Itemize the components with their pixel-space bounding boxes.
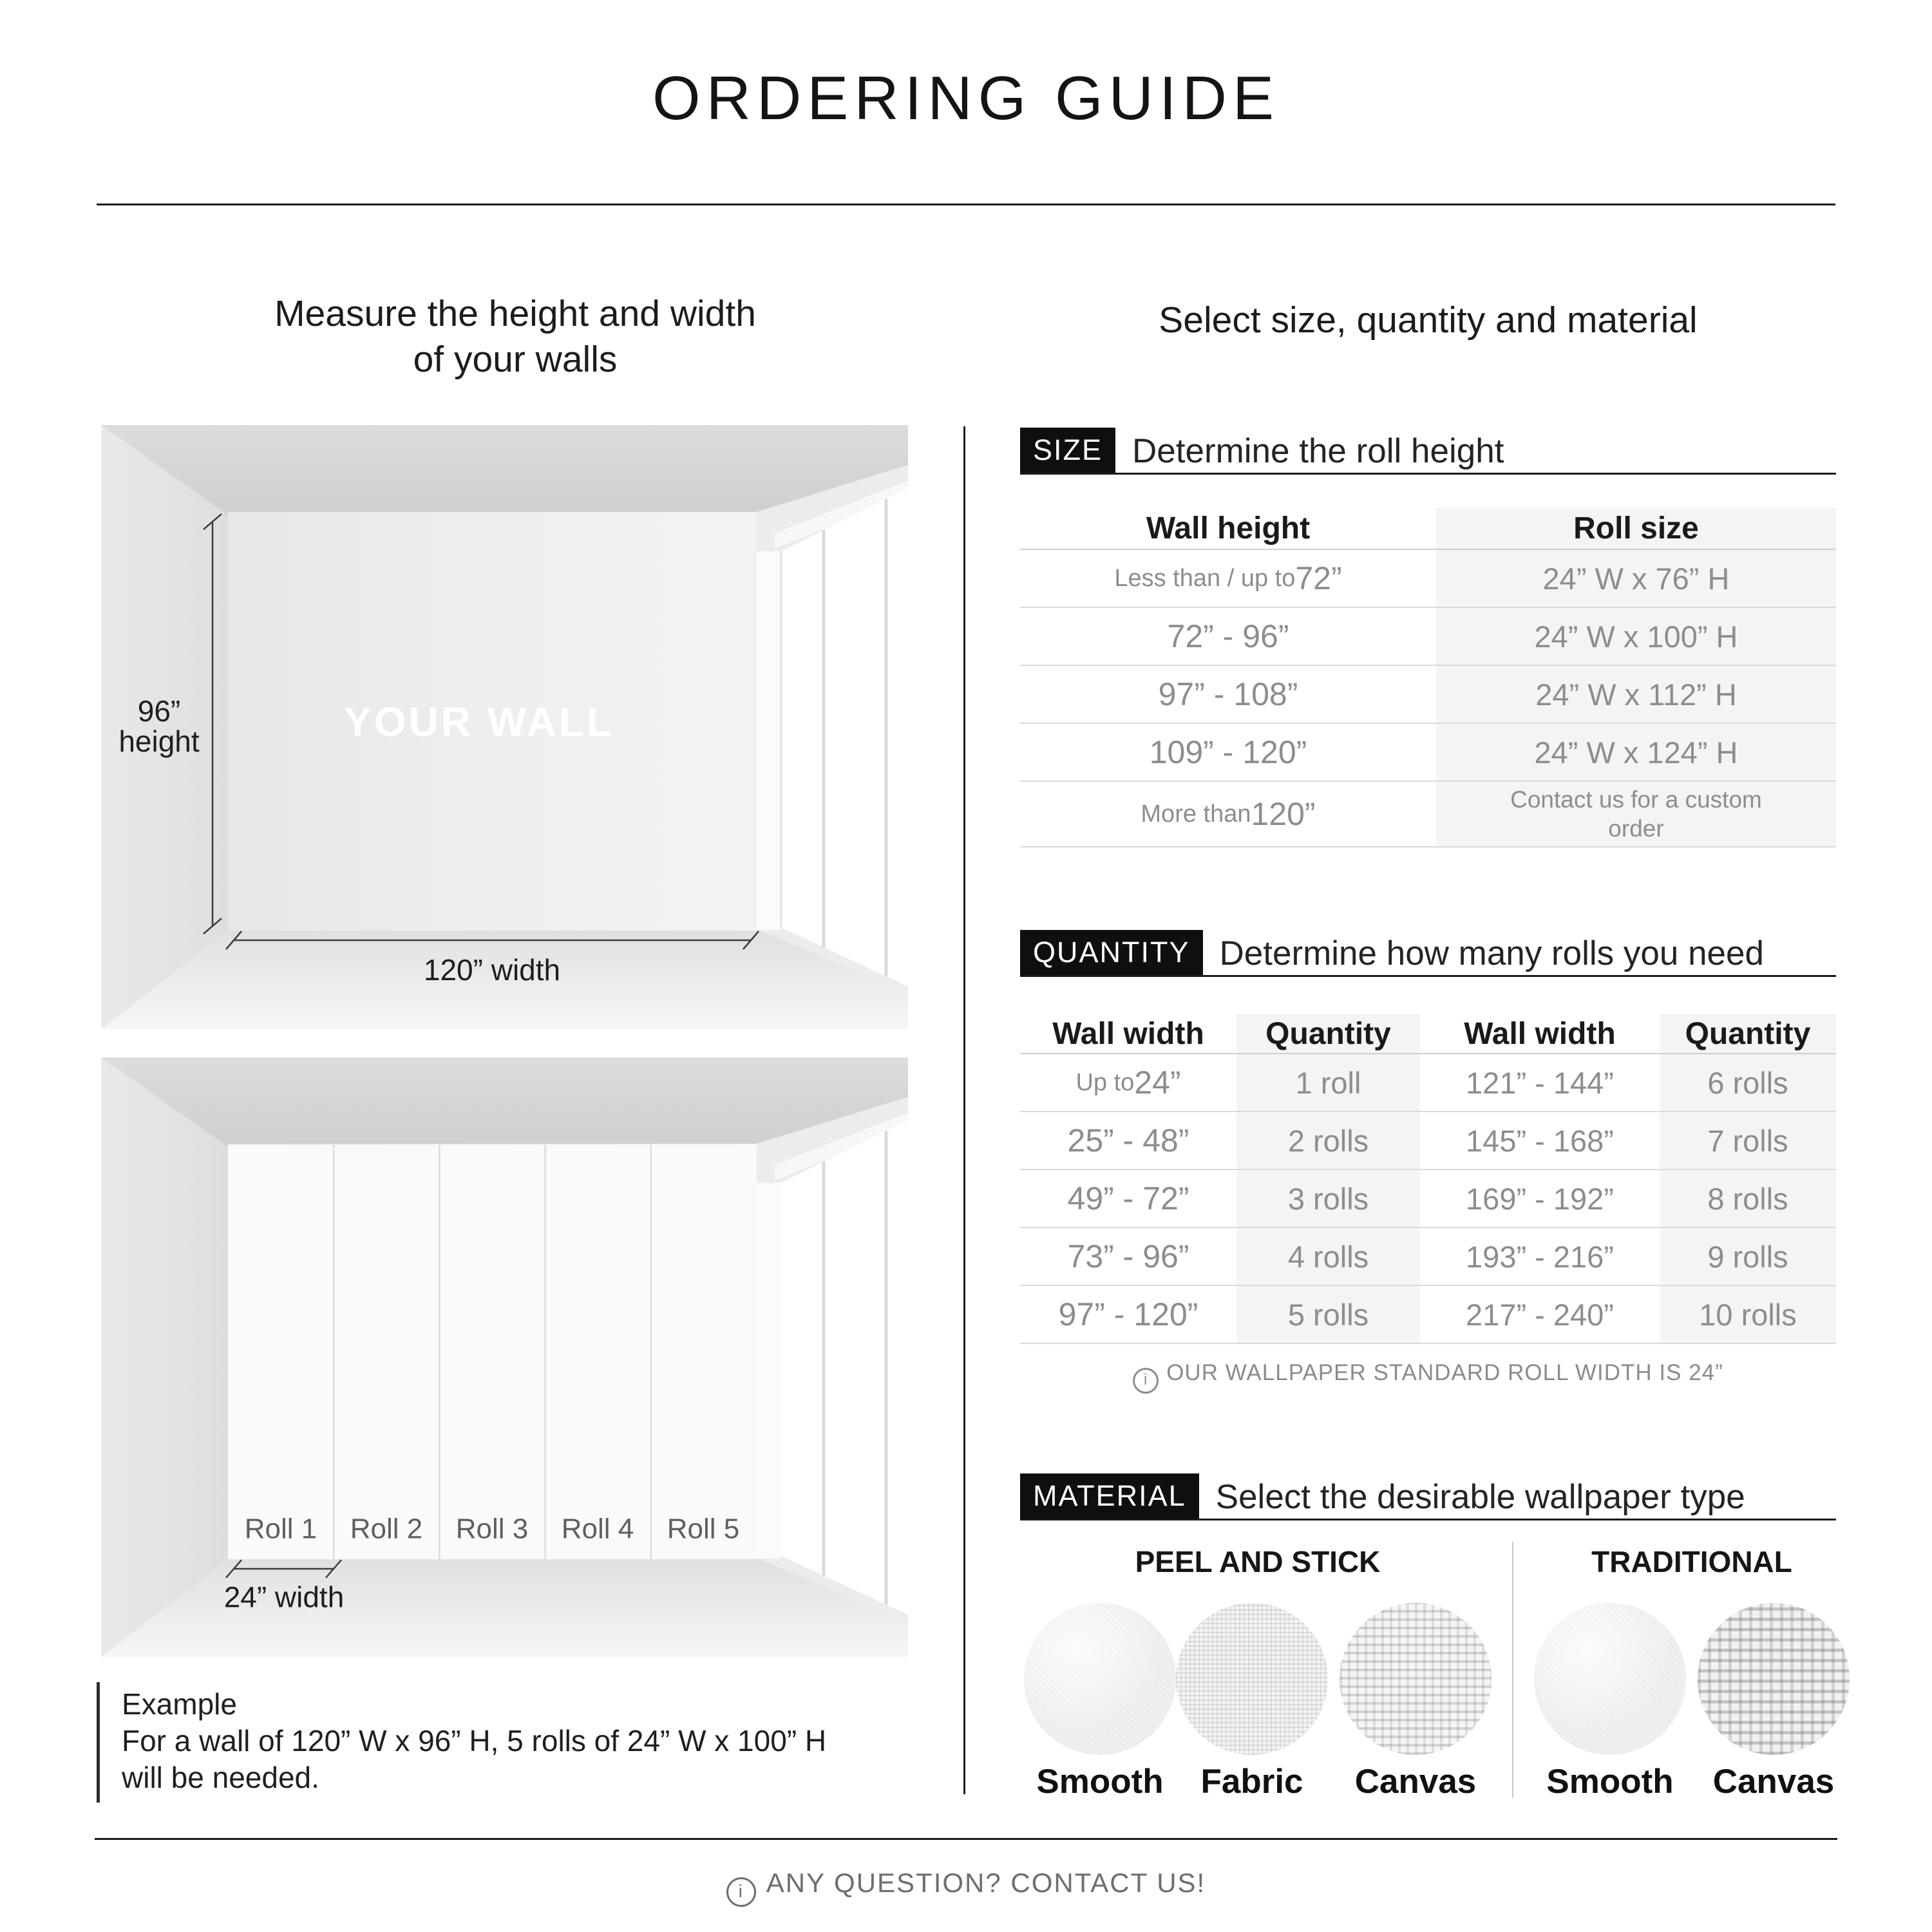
window-panes <box>781 1120 908 1615</box>
window-panes <box>781 488 908 987</box>
footer-contact-label: ANY QUESTION? CONTACT US! <box>766 1868 1206 1898</box>
wallpaper-roll-panels <box>228 1145 757 1559</box>
room-illustration-rolls <box>101 1057 908 1657</box>
material-group-divider <box>1512 1542 1513 1798</box>
qty-col-wall-width-1: Wall width <box>1052 1016 1204 1051</box>
wall-width-value: 97” - 120” <box>1058 1296 1198 1332</box>
example-line1: For a wall of 120” W x 96” H, 5 rolls of 24” W x 100” H <box>122 1724 827 1757</box>
swatch-fabric-peel-and-stick <box>1176 1603 1328 1755</box>
size-table-row <box>1020 550 1836 608</box>
swatch-label-smooth-trad: Smooth <box>1546 1763 1674 1801</box>
material-group-traditional: TRADITIONAL <box>1591 1545 1792 1578</box>
roll-panel-label: Roll 1 <box>244 1513 317 1545</box>
size-col-wall-height: Wall height <box>1146 511 1311 545</box>
quantity-section-header <box>1020 930 1836 977</box>
wall-width-value: 145” - 168” <box>1466 1123 1614 1158</box>
example-line2: will be needed. <box>122 1761 319 1794</box>
top-divider-line <box>97 204 1835 205</box>
wall-width-value: 24” <box>1134 1065 1181 1101</box>
roll-width-note <box>1020 1360 1836 1394</box>
roll-size-value: 24” W x 100” H <box>1436 608 1836 665</box>
window-jamb <box>757 1183 781 1559</box>
roll-size-value: 24” W x 76” H <box>1436 550 1836 607</box>
wall-width-value: 217” - 240” <box>1466 1297 1614 1332</box>
wall-height-value: 109” - 120” <box>1149 734 1307 770</box>
roll-width-note-text: OUR WALLPAPER STANDARD ROLL WIDTH IS 24” <box>1166 1360 1723 1385</box>
size-table-row <box>1020 782 1836 848</box>
swatch-label-smooth: Smooth <box>1036 1763 1164 1801</box>
wall-height-value: 72” - 96” <box>1167 618 1289 654</box>
quantity-table <box>1020 1014 1836 1344</box>
qty-col-quantity-1: Quantity <box>1236 1014 1420 1053</box>
info-icon: i <box>726 1877 756 1907</box>
size-subtitle: Determine the roll height <box>1132 432 1504 470</box>
quantity-table-row <box>1020 1228 1836 1286</box>
height-value-label: 96” <box>137 694 181 728</box>
quantity-value: 8 rolls <box>1660 1170 1836 1227</box>
room-left-wall <box>101 1057 228 1657</box>
wall-width-value: 169” - 192” <box>1466 1181 1614 1216</box>
qty-col-wall-width-2: Wall width <box>1464 1016 1616 1051</box>
swatch-label-canvas: Canvas <box>1354 1763 1477 1801</box>
quantity-value: 6 rolls <box>1660 1054 1836 1111</box>
quantity-value: 5 rolls <box>1236 1286 1420 1343</box>
material-badge: MATERIAL <box>1020 1473 1199 1519</box>
quantity-table-header-row <box>1020 1014 1836 1054</box>
roll-size-value: 24” W x 112” H <box>1436 666 1836 723</box>
select-heading: Select size, quantity and material <box>1159 299 1698 341</box>
size-table-row <box>1020 666 1836 724</box>
swatch-canvas-peel-and-stick <box>1340 1603 1492 1755</box>
swatch-label-fabric: Fabric <box>1200 1763 1303 1801</box>
swatch-smooth-traditional <box>1534 1603 1686 1755</box>
roll-size-custom-note: Contact us for a custom order <box>1510 786 1762 842</box>
measure-heading-line1: Measure the height and width <box>274 293 756 334</box>
roll-size-value: 24” W x 124” H <box>1436 724 1836 781</box>
quantity-badge: QUANTITY <box>1020 930 1203 975</box>
wall-height-value: 72” <box>1295 560 1342 596</box>
measure-heading <box>97 291 934 383</box>
material-section-header <box>1020 1473 1836 1520</box>
your-wall-label: YOUR WALL <box>344 699 614 745</box>
size-section-header <box>1020 428 1836 475</box>
roll-panel-label: Roll 4 <box>561 1513 634 1545</box>
quantity-table-row <box>1020 1112 1836 1170</box>
quantity-subtitle: Determine how many rolls you need <box>1219 934 1764 972</box>
wall-height-prefix: Less than / up to <box>1114 564 1296 592</box>
roll-panel-label: Roll 2 <box>350 1513 423 1545</box>
example-note <box>97 1682 826 1803</box>
quantity-value: 7 rolls <box>1660 1112 1836 1169</box>
footer-divider-line <box>95 1838 1837 1840</box>
column-divider-line <box>963 426 965 1794</box>
quantity-value: 4 rolls <box>1236 1228 1420 1285</box>
footer-contact-text <box>0 1868 1932 1907</box>
wall-width-prefix: Up to <box>1075 1068 1135 1096</box>
wall-width-value: 25” - 48” <box>1067 1122 1189 1159</box>
room-ceiling <box>101 425 908 515</box>
wall-width-value: 73” - 96” <box>1067 1238 1189 1274</box>
quantity-value: 10 rolls <box>1660 1286 1836 1343</box>
window-jamb <box>757 551 781 930</box>
wall-height-prefix: More than <box>1141 800 1251 828</box>
wall-width-value: 49” - 72” <box>1067 1180 1189 1217</box>
size-table-row <box>1020 724 1836 782</box>
qty-col-quantity-2: Quantity <box>1660 1014 1836 1053</box>
swatch-label-canvas-trad: Canvas <box>1712 1763 1835 1801</box>
quantity-table-row <box>1020 1170 1836 1228</box>
roll-width-label: 24” width <box>223 1580 345 1614</box>
measure-heading-line2: of your walls <box>413 339 618 380</box>
roll-panel-label: Roll 5 <box>667 1513 740 1545</box>
quantity-value: 2 rolls <box>1236 1112 1420 1169</box>
page-title: ORDERING GUIDE <box>652 64 1280 133</box>
quantity-value: 1 roll <box>1236 1054 1420 1111</box>
quantity-value: 3 rolls <box>1236 1170 1420 1227</box>
room-floor <box>101 1558 908 1657</box>
size-table-row <box>1020 608 1836 666</box>
wall-height-value: 120” <box>1251 796 1316 832</box>
quantity-table-row <box>1020 1054 1836 1112</box>
wall-width-value: 193” - 216” <box>1466 1239 1614 1274</box>
width-value-label: 120” width <box>423 953 561 987</box>
room-illustration-measure <box>101 425 908 1029</box>
height-word-label: height <box>118 724 200 758</box>
info-icon: i <box>1133 1368 1159 1394</box>
material-group-peel-and-stick: PEEL AND STICK <box>1135 1545 1381 1578</box>
quantity-table-row <box>1020 1286 1836 1344</box>
size-badge: SIZE <box>1020 428 1115 473</box>
quantity-value: 9 rolls <box>1660 1228 1836 1285</box>
room-ceiling <box>101 1057 908 1147</box>
size-col-roll-size: Roll size <box>1436 507 1836 549</box>
material-subtitle: Select the desirable wallpaper type <box>1215 1478 1745 1516</box>
swatch-smooth-peel-and-stick <box>1024 1603 1176 1755</box>
wall-height-value: 97” - 108” <box>1158 676 1298 712</box>
swatch-canvas-traditional <box>1698 1603 1850 1755</box>
size-table-header-row <box>1020 507 1836 550</box>
example-title: Example <box>122 1687 237 1721</box>
wall-width-value: 121” - 144” <box>1466 1065 1614 1100</box>
size-table <box>1020 507 1836 848</box>
roll-panel-label: Roll 3 <box>455 1513 529 1545</box>
